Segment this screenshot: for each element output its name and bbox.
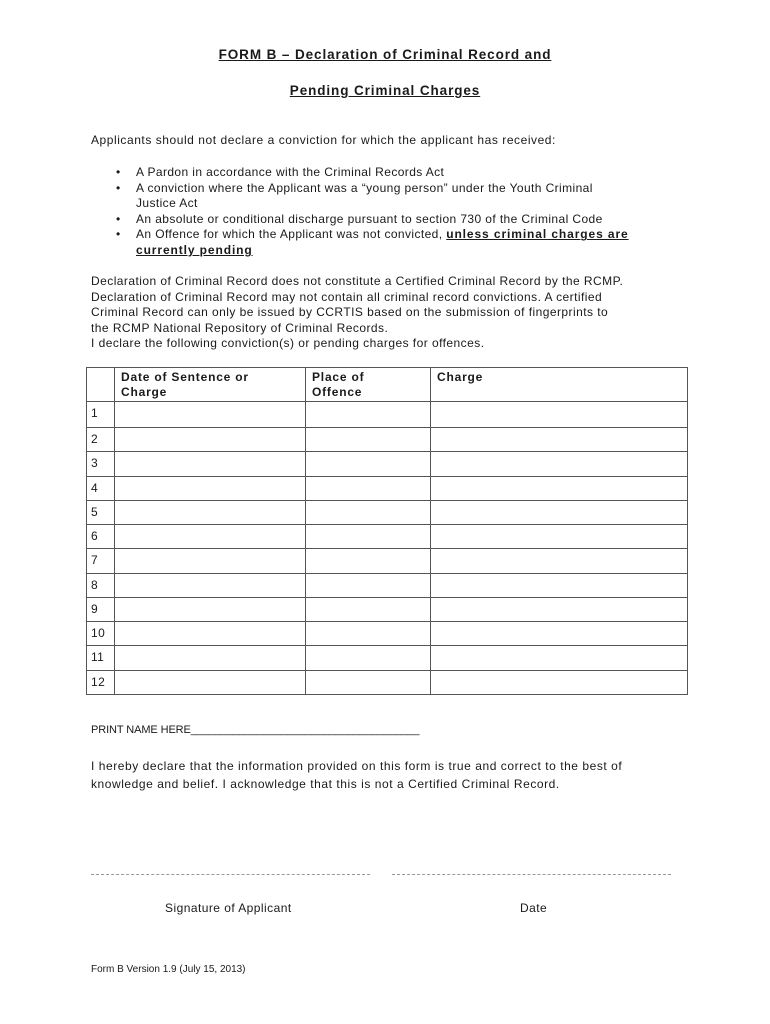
form-subtitle: Pending Criminal Charges (289, 83, 481, 98)
list-item: • A Pardon in accordance with the Criminal Records Act (116, 165, 696, 181)
row-number: 7 (87, 549, 115, 573)
place-cell[interactable] (306, 452, 431, 476)
row-number: 6 (87, 525, 115, 549)
date-label: Date (520, 901, 548, 915)
print-name-field[interactable]: PRINT NAME HERE______________________________________ (91, 724, 420, 736)
charge-cell[interactable] (431, 549, 688, 573)
charge-cell[interactable] (431, 597, 688, 621)
charge-cell[interactable] (431, 500, 688, 524)
place-cell[interactable] (306, 549, 431, 573)
exclusion-list (116, 165, 696, 259)
date-cell[interactable] (115, 622, 306, 646)
charge-cell[interactable] (431, 452, 688, 476)
charge-cell[interactable] (431, 476, 688, 500)
place-cell[interactable] (306, 525, 431, 549)
table-row (87, 549, 688, 573)
row-number: 10 (87, 622, 115, 646)
row-number: 9 (87, 597, 115, 621)
declaration-info-paragraph: Declaration of Criminal Record does not constitute a Certified Criminal Record by the RCMP. Declaration of Criminal Record may not contain all criminal record convictions. A certified Criminal Record can only be issued by CCRTIS based on the submission of fingerprints to the RCMP National Repository of Criminal Records. I declare the following conviction(s) or pending charges for offences. (91, 274, 624, 351)
date-cell[interactable] (115, 500, 306, 524)
declaration-statement: I hereby declare that the information provided on this form is true and correct to the best of knowledge and belief. I acknowledge that this is not a Certified Criminal Record. (91, 759, 623, 791)
charge-cell[interactable] (431, 402, 688, 428)
charge-cell[interactable] (431, 646, 688, 670)
date-cell[interactable] (115, 670, 306, 694)
table-row (87, 500, 688, 524)
place-cell[interactable] (306, 428, 431, 452)
table-row (87, 476, 688, 500)
table-row (87, 670, 688, 694)
intro-text: Applicants should not declare a conviction for which the applicant has received: (91, 133, 556, 147)
table-body (87, 402, 688, 695)
table-row (87, 646, 688, 670)
date-cell[interactable] (115, 452, 306, 476)
date-cell[interactable] (115, 476, 306, 500)
table-row (87, 597, 688, 621)
list-item: • An absolute or conditional discharge pursuant to section 730 of the Criminal Code (116, 212, 696, 228)
table-row (87, 622, 688, 646)
table-row (87, 573, 688, 597)
charge-column-header: Charge (431, 368, 688, 402)
place-cell[interactable] (306, 476, 431, 500)
row-number: 4 (87, 476, 115, 500)
row-number: 2 (87, 428, 115, 452)
place-cell[interactable] (306, 402, 431, 428)
date-cell[interactable] (115, 525, 306, 549)
table-row (87, 452, 688, 476)
row-number: 5 (87, 500, 115, 524)
date-cell[interactable] (115, 402, 306, 428)
table-row (87, 428, 688, 452)
charge-cell[interactable] (431, 622, 688, 646)
place-cell[interactable] (306, 670, 431, 694)
date-line[interactable] (392, 874, 671, 875)
place-column-header: Place of Offence (306, 368, 431, 402)
date-cell[interactable] (115, 573, 306, 597)
place-cell[interactable] (306, 646, 431, 670)
row-number: 8 (87, 573, 115, 597)
charge-cell[interactable] (431, 573, 688, 597)
row-number: 3 (87, 452, 115, 476)
place-cell[interactable] (306, 573, 431, 597)
date-cell[interactable] (115, 549, 306, 573)
row-number: 11 (87, 646, 115, 670)
row-number: 1 (87, 402, 115, 428)
form-title: FORM B – Declaration of Criminal Record and (218, 47, 552, 62)
row-number: 12 (87, 670, 115, 694)
signature-label: Signature of Applicant (165, 901, 292, 915)
list-item: • A conviction where the Applicant was a “young person” under the Youth Criminal Justice Act (116, 181, 696, 212)
place-cell[interactable] (306, 500, 431, 524)
row-number-header (87, 368, 115, 402)
list-item: • An Offence for which the Applicant was not convicted, unless criminal charges are currently pending (116, 227, 696, 258)
date-cell[interactable] (115, 597, 306, 621)
charge-cell[interactable] (431, 525, 688, 549)
version-footer: Form B Version 1.9 (July 15, 2013) (91, 964, 246, 975)
date-cell[interactable] (115, 428, 306, 452)
date-column-header: Date of Sentence or Charge (115, 368, 306, 402)
signature-line[interactable] (91, 874, 370, 875)
table-row (87, 525, 688, 549)
charge-cell[interactable] (431, 428, 688, 452)
date-cell[interactable] (115, 646, 306, 670)
place-cell[interactable] (306, 597, 431, 621)
place-cell[interactable] (306, 622, 431, 646)
table-row (87, 402, 688, 428)
table-header-row (87, 368, 688, 402)
charge-cell[interactable] (431, 670, 688, 694)
convictions-table (86, 367, 688, 695)
